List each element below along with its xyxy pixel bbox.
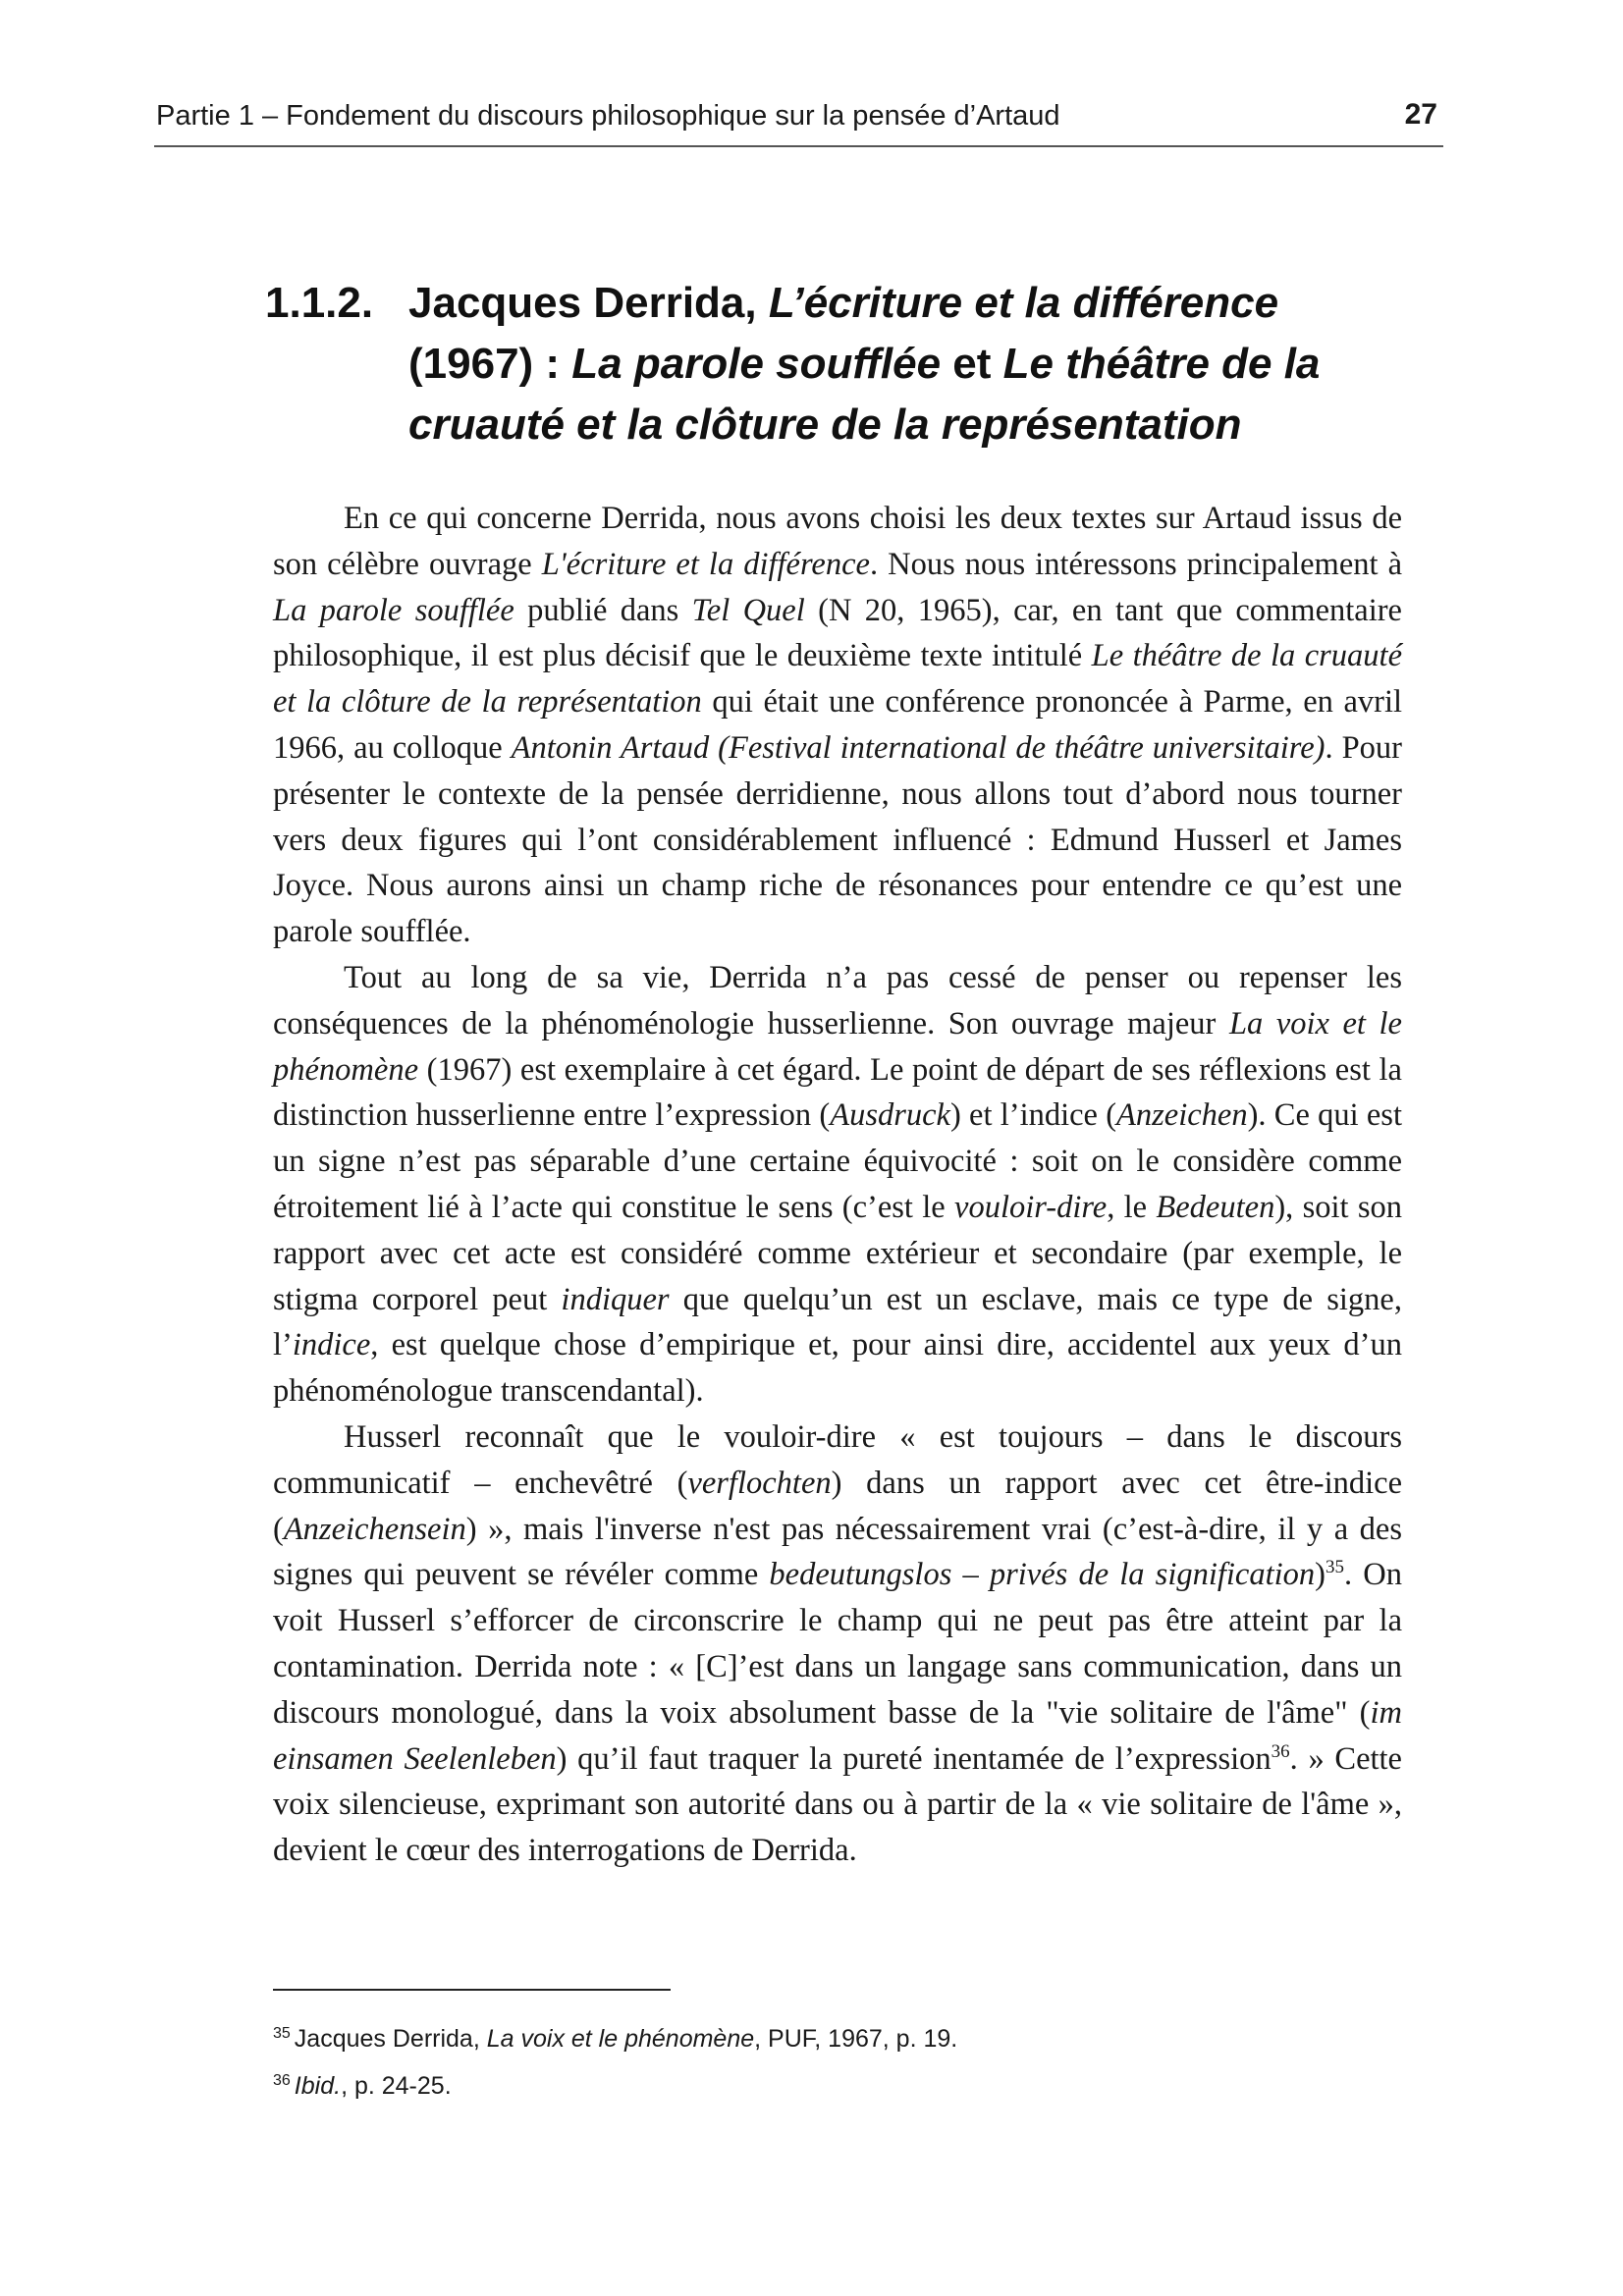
- text-run: Tout au long de sa vie, Derrida n’a pas cessé de penser ou repenser les conséquences de la phénoménologie husserlienne. Son ouvrage majeur: [273, 959, 1402, 1041]
- italic-run: Anzeichensein: [283, 1511, 466, 1547]
- running-header: [154, 94, 1443, 147]
- heading-connector: et: [941, 340, 1003, 388]
- footnote-title: Ibid.: [294, 2072, 342, 2100]
- italic-run: Bedeuten: [1156, 1189, 1275, 1225]
- text-run: ) dans un rapport avec cet être-indice (: [273, 1465, 1402, 1547]
- text-run: ) et l’indice (: [949, 1097, 1117, 1134]
- italic-run: Ausdruck: [830, 1097, 950, 1134]
- text-run: Husserl reconnaît que le vouloir-dire « est toujours – dans le discours communicatif – enchevêtré (: [273, 1418, 1402, 1501]
- text-run: En ce qui concerne Derrida, nous avons choisi les deux textes sur Artaud issus de son célèbre ouvrage: [273, 501, 1402, 582]
- footnote-ref-35[interactable]: 35: [1325, 1557, 1344, 1578]
- paragraph-3: [273, 1415, 1402, 1874]
- text-run: ) », mais l'inverse n'est pas nécessairement vrai (c’est-à-dire, il y a des signes qui peuvent se révéler comme: [273, 1511, 1402, 1593]
- footnote-rest: , p. 24-25.: [341, 2072, 452, 2100]
- italic-run: L'écriture et la différence: [541, 546, 870, 582]
- italic-run: Antonin Artaud (Festival international de théâtre universitaire): [511, 729, 1325, 766]
- text-run: qui était une conférence prononcée à Parme, en avril 1966, au colloque: [273, 684, 1402, 766]
- footnotes: [273, 2022, 1402, 2116]
- footnote-36: [273, 2069, 1402, 2103]
- italic-run: vouloir-dire: [954, 1189, 1108, 1225]
- text-run: . Nous nous intéressons principalement à: [869, 546, 1402, 582]
- footnote-ref-36[interactable]: 36: [1271, 1740, 1290, 1762]
- heading-line-3: [265, 395, 1424, 455]
- text-run: . » Cette voix silencieuse, exprimant son autorité dans ou à partir de la « vie solitaire de l'âme », devient le cœur des interrogations de Derrida.: [273, 1740, 1402, 1869]
- heading-book-title: L’écriture et la différence: [768, 279, 1279, 327]
- footnote-number: 35: [273, 2024, 291, 2042]
- italic-run: verflochten: [687, 1465, 832, 1501]
- footnote-separator: [273, 1989, 671, 1991]
- running-title: Partie 1 – Fondement du discours philosophique sur la pensée d’Artaud: [156, 100, 1060, 132]
- italic-run: La voix et le phénomène: [273, 1005, 1402, 1088]
- paragraph-1: [273, 496, 1402, 955]
- footnote-rest: , PUF, 1967, p. 19.: [754, 2025, 958, 2053]
- italic-run: Anzeichen: [1116, 1097, 1248, 1134]
- footnote-author: Jacques Derrida,: [294, 2025, 487, 2053]
- text-run: ). Ce qui est un signe n’est pas séparable d’une certaine équivocité : soit on le considère comme étroitement lié à l’acte qui constitue le sens (c’est le: [273, 1097, 1402, 1225]
- heading-line-1: [265, 273, 1424, 334]
- heading-text1: La parole soufflée: [571, 340, 942, 388]
- footnote-title: La voix et le phénomène: [486, 2025, 755, 2053]
- text-run: ) qu’il faut traquer la pureté inentamée de l’expression: [556, 1740, 1271, 1777]
- footnote-35: [273, 2022, 1402, 2056]
- italic-run: indiquer: [561, 1281, 670, 1317]
- italic-run: Le théâtre de la cruauté et la clôture de la représentation: [273, 638, 1402, 721]
- paragraph-2: [273, 955, 1402, 1415]
- text-run: , le: [1107, 1189, 1157, 1225]
- heading-line-2: [265, 334, 1424, 395]
- body-text: [273, 496, 1402, 1874]
- text-run: ), soit son rapport avec cet acte est considéré comme extérieur et secondaire (par exemple, le stigma corporel peut: [273, 1189, 1402, 1317]
- text-run: que quelqu’un est un esclave, mais ce type de signe, l’: [273, 1281, 1402, 1363]
- italic-run: indice: [292, 1327, 371, 1363]
- page-number: 27: [1404, 98, 1437, 131]
- section-heading: [265, 273, 1424, 455]
- italic-run: im einsamen Seelenleben: [273, 1694, 1402, 1777]
- italic-run: Tel Quel: [691, 592, 805, 628]
- italic-run: bedeutungslos – privés de la signification: [769, 1557, 1316, 1593]
- text-run: (1967) est exemplaire à cet égard. Le point de départ de ses réflexions est la distinction husserlienne entre l’expression (: [273, 1051, 1402, 1134]
- text-run: publié dans: [514, 592, 692, 628]
- footnote-number: 36: [273, 2071, 291, 2089]
- italic-run: La parole soufflée: [273, 592, 514, 628]
- text-run: , est quelque chose d’empirique et, pour ainsi dire, accidentel aux yeux d’un phénoménologue transcendantal).: [273, 1327, 1402, 1410]
- heading-year: (1967) :: [408, 340, 572, 388]
- text-run: . Pour présenter le contexte de la pensée derridienne, nous allons tout d’abord nous tourner vers deux figures qui l’ont considérablement influencé : Edmund Husserl et James Joyce. Nous aurons ainsi un champ riche de résonances pour entendre ce qu’est une parole soufflée.: [273, 729, 1402, 950]
- section-number: 1.1.2.: [265, 279, 374, 327]
- text-run: (N 20, 1965), car, en tant que commentaire philosophique, il est plus décisif que le deuxième texte intitulé: [273, 592, 1402, 674]
- heading-author: Jacques Derrida,: [408, 279, 769, 327]
- text-run: ): [1315, 1557, 1325, 1593]
- heading-text2a: Le théâtre de la: [1002, 340, 1321, 388]
- heading-text2b: cruauté et la clôture de la représentation: [408, 400, 1242, 449]
- text-run: . On voit Husserl s’efforcer de circonscrire le champ qui ne peut pas être atteint par la contamination. Derrida note : « [C]’est dans un langage sans communication, dans un discours monologué, dans la voix absolument basse de la "vie solitaire de l'âme" (: [273, 1557, 1402, 1731]
